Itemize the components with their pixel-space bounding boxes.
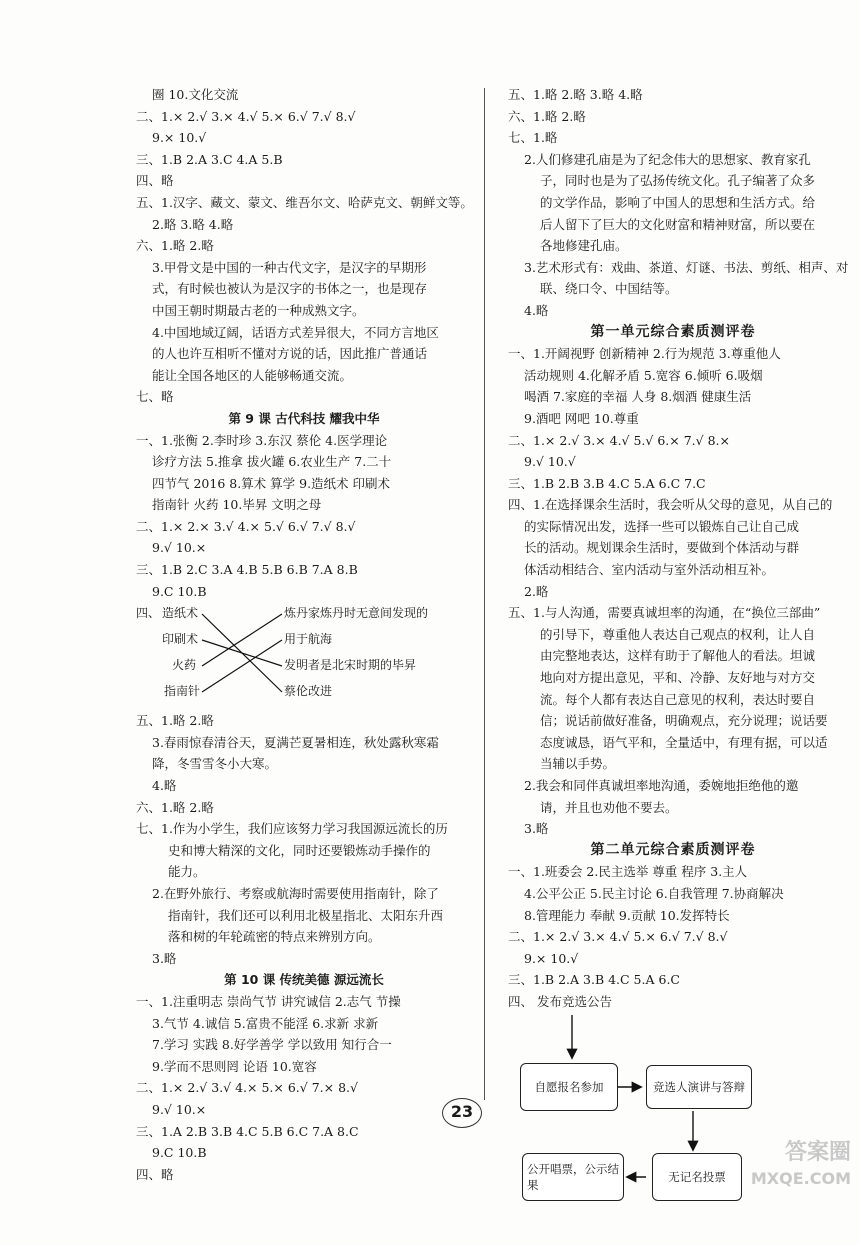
answer-line: 三、1.A 2.B 3.B 4.C 5.B 6.C 7.A 8.C xyxy=(136,1123,359,1139)
right-answer-lines xyxy=(508,84,849,1013)
answer-line: 2.略 xyxy=(524,583,549,599)
watermark-logo: 答案圈 MXQE.COM xyxy=(750,1140,851,1188)
answer-line: 各地修建孔庙。 xyxy=(540,238,628,254)
answer-line: 落和树的年轮疏密的特点来辨别方向。 xyxy=(168,929,381,945)
matching-exercise xyxy=(136,602,472,710)
answer-line: 诊疗方法 5.推拿 拔火罐 6.农业生产 7.二十 xyxy=(152,454,392,470)
answer-line: 4.公平公正 5.民主讨论 6.自我管理 7.协商解决 xyxy=(524,885,784,901)
answer-line: 3.甲骨文是中国的一种古代文字，是汉字的早期形 xyxy=(152,259,427,275)
section-heading: 第 10 课 传统美德 源远流长 xyxy=(224,972,384,988)
match-lines xyxy=(136,602,472,710)
answer-line: 喝酒 7.家庭的幸福 人身 8.烟酒 健康生活 xyxy=(524,389,752,405)
answer-line: 一、1.班委会 2.民主选举 尊重 程序 3.主人 xyxy=(508,864,748,880)
answer-line: 指南针 火药 10.毕昇 文明之母 xyxy=(152,497,322,513)
answer-line: 四、略 xyxy=(136,1166,174,1182)
flow-arrows xyxy=(508,1013,838,1245)
answer-line: 活动规则 4.化解矛盾 5.宽容 6.倾听 6.吸烟 xyxy=(524,367,763,383)
answer-line: 四、1.在选择课余生活时，我会听从父母的意见，从自己的 xyxy=(508,497,833,513)
answer-line: 一、1.张衡 2.李时珍 3.东汉 蔡伦 4.医学理论 xyxy=(136,432,388,448)
answer-line: 9.学而不思则罔 论语 10.宽容 xyxy=(152,1058,317,1074)
answer-line: 的引导下，尊重他人表达自己观点的权利，让人自 xyxy=(540,626,816,642)
section-heading: 第一单元综合素质测评卷 xyxy=(590,323,756,340)
answer-line: 降，冬雪雪冬小大寒。 xyxy=(152,756,278,772)
answer-line: 9.酒吧 网吧 10.尊重 xyxy=(524,410,639,426)
match-left-item: 造纸术 xyxy=(162,606,199,621)
answer-line: 由完整地表达，这样有助于了解他人的看法。坦诚 xyxy=(540,648,816,664)
answer-line: 后人留下了巨大的文化财富和精神财富，所以要在 xyxy=(540,216,816,232)
answer-line: 联、绕口令、中国结等。 xyxy=(540,281,678,297)
answer-line: 二、1.× 2.× 3.√ 4.× 5.√ 6.√ 7.√ 8.√ xyxy=(136,518,356,534)
flow-box-signup: 自愿报名参加 xyxy=(520,1063,618,1111)
section-heading: 第二单元综合素质测评卷 xyxy=(590,841,756,858)
answer-line: 8.管理能力 奉献 9.贡献 10.发挥特长 xyxy=(524,907,730,923)
left-answer-lines-2 xyxy=(136,710,472,1185)
answer-line: 长的活动。规划课余生活时，要做到个体活动与群 xyxy=(524,540,800,556)
answer-line: 中国王朝时期最古老的一种成熟文字。 xyxy=(152,302,365,318)
answer-line: 流。每个人都有表达自己意见的权利，表达时要自 xyxy=(540,691,816,707)
answer-line: 七、略 xyxy=(136,389,174,405)
answer-line: 地向对方提出意见，平和、冷静、友好地与对方交 xyxy=(540,670,816,686)
answer-line: 9.× 10.√ xyxy=(524,950,579,966)
answer-line: 子，同时也是为了弘扬传统文化。孔子编著了众多 xyxy=(540,173,816,189)
answer-line: 9.√ 10.× xyxy=(152,540,207,556)
answer-line: 3.艺术形式有：戏曲、茶道、灯谜、书法、剪纸、相声、对 xyxy=(524,259,849,275)
answer-line: 7.学习 实践 8.好学善学 学以致用 知行合一 xyxy=(152,1037,392,1053)
answer-line: 3.春雨惊春清谷天，夏满芒夏暑相连，秋处露秋寒霜 xyxy=(152,734,439,750)
answer-line: 2.人们修建孔庙是为了纪念伟大的思想家、教育家孔 xyxy=(524,151,811,167)
answer-line: 四、略 xyxy=(136,173,174,189)
match-left-item: 火药 xyxy=(172,658,197,673)
answer-line: 史和博大精深的文化，同时还要锻炼动手操作的 xyxy=(168,842,431,858)
section-heading: 第 9 课 古代科技 耀我中华 xyxy=(228,410,380,426)
answer-line: 请，并且也劝他不要去。 xyxy=(540,799,678,815)
answer-line: 态度诚恳，语气平和，全量适中，有理有据，可以适 xyxy=(540,734,828,750)
answer-line: 当辅以手势。 xyxy=(540,756,616,772)
answer-line: 体活动相结合、室内活动与室外活动相互补。 xyxy=(524,562,775,578)
column-divider xyxy=(484,88,485,1100)
answer-line: 一、1.注重明志 崇尚气节 讲究诚信 2.志气 节操 xyxy=(136,993,401,1009)
right-column xyxy=(508,84,849,1245)
flow-box-speech: 竞选人演讲与答辩 xyxy=(646,1065,752,1109)
answer-line: 2.略 3.略 4.略 xyxy=(152,216,234,232)
match-left-item: 印刷术 xyxy=(162,632,199,647)
match-right-item: 用于航海 xyxy=(284,632,333,647)
answer-line: 七、1.作为小学生，我们应该努力学习我国源远流长的历 xyxy=(136,821,448,837)
answer-line: 三、1.B 2.A 3.C 4.A 5.B xyxy=(136,151,283,167)
answer-line: 式，有时候也被认为是汉字的书体之一，也是现存 xyxy=(152,281,428,297)
answer-line: 二、1.× 2.√ 3.× 4.√ 5.√ 6.× 7.√ 8.× xyxy=(508,432,730,448)
answer-line: 3.略 xyxy=(152,950,177,966)
left-answer-lines xyxy=(136,84,472,602)
flow-box-vote: 无记名投票 xyxy=(652,1153,742,1201)
answer-line: 三、1.B 2.C 3.A 4.B 5.B 6.B 7.A 8.B xyxy=(136,562,358,578)
answer-line: 六、1.略 2.略 xyxy=(508,108,586,124)
answer-line: 能让全国各地区的人能够畅通交流。 xyxy=(152,367,353,383)
answer-line: 一、1.开阔视野 创新精神 2.行为规范 3.尊重他人 xyxy=(508,346,781,362)
answer-line: 六、1.略 2.略 xyxy=(136,238,214,254)
answer-line: 圈 10.文化交流 xyxy=(152,87,239,102)
answer-line: 2.在野外旅行、考察或航海时需要使用指南针，除了 xyxy=(152,886,439,901)
answer-line: 四、 发布竞选公告 xyxy=(508,993,612,1009)
flow-box-result: 公开唱票，公示结果 xyxy=(522,1153,624,1201)
answer-line: 五、1.略 2.略 xyxy=(136,713,214,729)
match-line xyxy=(202,640,282,666)
answer-line: 3.略 xyxy=(524,821,549,837)
answer-line: 五、1.与人沟通，需要真诚坦率的沟通，在“换位三部曲” xyxy=(508,605,821,621)
match-right-item: 蔡伦改进 xyxy=(284,684,333,699)
match-line xyxy=(202,640,282,692)
answer-line: 9.√ 10.× xyxy=(152,1101,207,1117)
answer-line: 的文学作品，影响了中国人的思想和生活方式。给 xyxy=(540,194,816,210)
answer-line: 9.√ 10.√ xyxy=(524,454,576,470)
answer-line: 能力。 xyxy=(168,864,206,880)
left-column xyxy=(136,84,472,1185)
answer-line: 二、1.× 2.√ 3.√ 4.× 5.× 6.√ 7.× 8.√ xyxy=(136,1080,358,1096)
answer-line: 9.C 10.B xyxy=(152,1145,207,1161)
answer-line: 指南针，我们还可以利用北极星指北、太阳东升西 xyxy=(168,907,444,923)
match-right-item: 发明者是北宋时期的毕昇 xyxy=(284,658,417,673)
match-right-item: 炼丹家炼丹时无意间发现的 xyxy=(284,606,429,621)
match-left-item: 指南针 xyxy=(164,684,201,699)
answer-line: 六、1.略 2.略 xyxy=(136,799,214,815)
answer-line: 4.略 xyxy=(152,778,177,794)
answer-line: 的实际情况出发，选择一些可以锻炼自己让自己成 xyxy=(524,518,800,534)
answer-line: 三、1.B 2.A 3.B 4.C 5.A 6.C xyxy=(508,972,680,988)
election-flowchart xyxy=(508,1013,838,1245)
match-line xyxy=(202,614,282,666)
answer-line: 2.我会和同伴真诚坦率地沟通，委婉地拒绝他的邀 xyxy=(524,778,799,793)
answer-line: 9.C 10.B xyxy=(152,583,207,599)
answer-line: 二、1.× 2.√ 3.× 4.√ 5.× 6.√ 7.√ 8.√ xyxy=(508,929,728,945)
answer-line: 二、1.× 2.√ 3.× 4.√ 5.× 6.√ 7.√ 8.√ xyxy=(136,108,356,124)
answer-line: 五、1.汉字、藏文、蒙文、维吾尔文、哈萨克文、朝鲜文等。 xyxy=(136,194,473,210)
answer-line: 4.略 xyxy=(524,302,549,318)
answer-line: 9.× 10.√ xyxy=(152,130,207,146)
answer-line: 4.中国地域辽阔，话语方式差异很大，不同方言地区 xyxy=(152,324,439,340)
answer-line: 3.气节 4.诚信 5.富贵不能淫 6.求新 求新 xyxy=(152,1015,379,1031)
answer-line: 信；说话前做好准备，明确观点，充分说理；说话要 xyxy=(540,713,828,729)
match-prefix: 四、 xyxy=(136,606,161,621)
answer-line: 五、1.略 2.略 3.略 4.略 xyxy=(508,87,643,102)
answer-line: 七、1.略 xyxy=(508,130,558,146)
answer-line: 的人也许互相听不懂对方说的话，因此推广普通话 xyxy=(152,346,428,362)
answer-line: 三、1.B 2.B 3.B 4.C 5.A 6.C 7.C xyxy=(508,475,706,491)
answer-line: 四节气 2016 8.算术 算学 9.造纸术 印刷术 xyxy=(152,475,391,491)
page-number: 23 xyxy=(440,1095,484,1129)
